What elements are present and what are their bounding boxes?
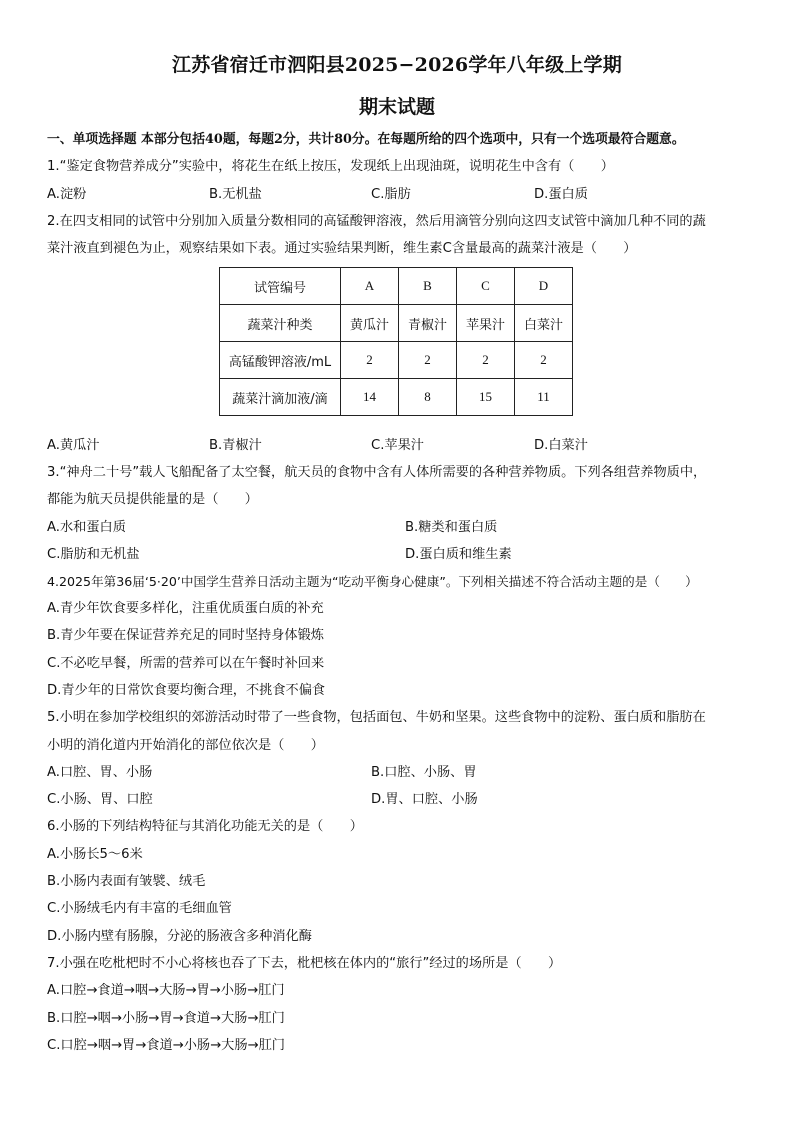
table-cell: 白菜汁 bbox=[515, 305, 573, 342]
q3-option-a: A.水和蛋白质 bbox=[47, 520, 126, 535]
table-cell: 2 bbox=[515, 342, 573, 379]
table-cell: 高锰酸钾溶液/mL bbox=[220, 342, 341, 379]
question-5-stem-line-1: 5.小明在参加学校组织的郊游活动时带了一些食物，包括面包、牛奶和坚果。这些食物中的淀粉、蛋白质和脂肪在 bbox=[47, 710, 706, 725]
question-4-stem: 4.2025年第36届‘5·20’中国学生营养日活动主题为“吃动平衡身心健康”。下列相关描述不符合活动主题的是（ ） bbox=[47, 574, 698, 589]
q5-option-c: C.小肠、胃、口腔 bbox=[47, 792, 153, 807]
q1-option-d: D.蛋白质 bbox=[534, 187, 588, 202]
table-cell: 2 bbox=[457, 342, 515, 379]
q1-option-b: B.无机盐 bbox=[209, 187, 262, 202]
q7-option-c: C.口腔→咽→胃→食道→小肠→大肠→肛门 bbox=[47, 1038, 285, 1053]
table-row bbox=[220, 268, 573, 305]
table-cell: 蔬菜汁滴加液/滴 bbox=[220, 379, 341, 416]
table-cell: B bbox=[399, 268, 457, 305]
table-cell: A bbox=[341, 268, 399, 305]
table-cell: 试管编号 bbox=[220, 268, 341, 305]
q1-option-c: C.脂肪 bbox=[371, 187, 411, 202]
table-cell: 黄瓜汁 bbox=[341, 305, 399, 342]
question-1-stem: 1.“鉴定食物营养成分”实验中，将花生在纸上按压，发现纸上出现油斑，说明花生中含有（ ） bbox=[47, 159, 614, 174]
q4-option-c: C.不必吃早餐，所需的营养可以在午餐时补回来 bbox=[47, 656, 325, 671]
question-2-stem-line-1: 2.在四支相同的试管中分别加入质量分数相同的高锰酸钾溶液，然后用滴管分别向这四支试管中滴加几种不同的蔬 bbox=[47, 214, 706, 229]
table-cell: 2 bbox=[341, 342, 399, 379]
question-3-stem-line-2: 都能为航天员提供能量的是（ ） bbox=[47, 492, 258, 507]
question-3-stem-line-1: 3.“神舟二十号”载人飞船配备了太空餐，航天员的食物中含有人体所需要的各种营养物质。下列各组营养物质中， bbox=[47, 465, 707, 480]
q5-option-b: B.口腔、小肠、胃 bbox=[371, 765, 477, 780]
table-row bbox=[220, 379, 573, 416]
q6-option-d: D.小肠内壁有肠腺，分泌的肠液含多种消化酶 bbox=[47, 929, 312, 944]
q7-option-b: B.口腔→咽→小肠→胃→食道→大肠→肛门 bbox=[47, 1011, 285, 1026]
table-row bbox=[220, 342, 573, 379]
table-cell: 苹果汁 bbox=[457, 305, 515, 342]
question-6-stem: 6.小肠的下列结构特征与其消化功能无关的是（ ） bbox=[47, 819, 363, 834]
q2-option-c: C.苹果汁 bbox=[371, 438, 424, 453]
q3-option-d: D.蛋白质和维生素 bbox=[405, 547, 512, 562]
q2-option-b: B.青椒汁 bbox=[209, 438, 262, 453]
q2-option-a: A.黄瓜汁 bbox=[47, 438, 100, 453]
q3-option-c: C.脂肪和无机盐 bbox=[47, 547, 140, 562]
table-cell: 14 bbox=[341, 379, 399, 416]
table-cell: D bbox=[515, 268, 573, 305]
exam-subtitle: 期末试题 bbox=[358, 96, 435, 118]
q6-option-b: B.小肠内表面有皱襞、绒毛 bbox=[47, 874, 206, 889]
q5-option-d: D.胃、口腔、小肠 bbox=[371, 792, 478, 807]
table-cell: 青椒汁 bbox=[399, 305, 457, 342]
q4-option-b: B.青少年要在保证营养充足的同时坚持身体锻炼 bbox=[47, 628, 324, 643]
q5-option-a: A.口腔、胃、小肠 bbox=[47, 765, 153, 780]
q6-option-a: A.小肠长5～6米 bbox=[47, 847, 143, 862]
experiment-table bbox=[219, 267, 573, 416]
exam-title: 江苏省宿迁市泗阳县2025−2026学年八年级上学期 bbox=[172, 54, 622, 76]
table-cell: C bbox=[457, 268, 515, 305]
section-heading: 一、单项选择题 本部分包括40题，每题2分，共计80分。在每题所给的四个选项中，只有一个选项最符合题意。 bbox=[47, 132, 685, 147]
question-2-stem-line-2: 菜汁液直到褪色为止，观察结果如下表。通过实验结果判断，维生素C含量最高的蔬菜汁液是（ ） bbox=[47, 241, 637, 256]
table-row bbox=[220, 305, 573, 342]
q7-option-a: A.口腔→食道→咽→大肠→胃→小肠→肛门 bbox=[47, 983, 285, 998]
q4-option-d: D.青少年的日常饮食要均衡合理，不挑食不偏食 bbox=[47, 683, 326, 698]
table-cell: 2 bbox=[399, 342, 457, 379]
q4-option-a: A.青少年饮食要多样化，注重优质蛋白质的补充 bbox=[47, 601, 324, 616]
table-cell: 11 bbox=[515, 379, 573, 416]
q3-option-b: B.糖类和蛋白质 bbox=[405, 520, 498, 535]
q6-option-c: C.小肠绒毛内有丰富的毛细血管 bbox=[47, 901, 232, 916]
question-5-stem-line-2: 小明的消化道内开始消化的部位依次是（ ） bbox=[47, 738, 324, 753]
table-cell: 蔬菜汁种类 bbox=[220, 305, 341, 342]
table-cell: 15 bbox=[457, 379, 515, 416]
table-cell: 8 bbox=[399, 379, 457, 416]
question-7-stem: 7.小强在吃枇杷时不小心将核也吞了下去，枇杷核在体内的“旅行”经过的场所是（ ） bbox=[47, 956, 562, 971]
q1-option-a: A.淀粉 bbox=[47, 187, 87, 202]
q2-option-d: D.白菜汁 bbox=[534, 438, 588, 453]
